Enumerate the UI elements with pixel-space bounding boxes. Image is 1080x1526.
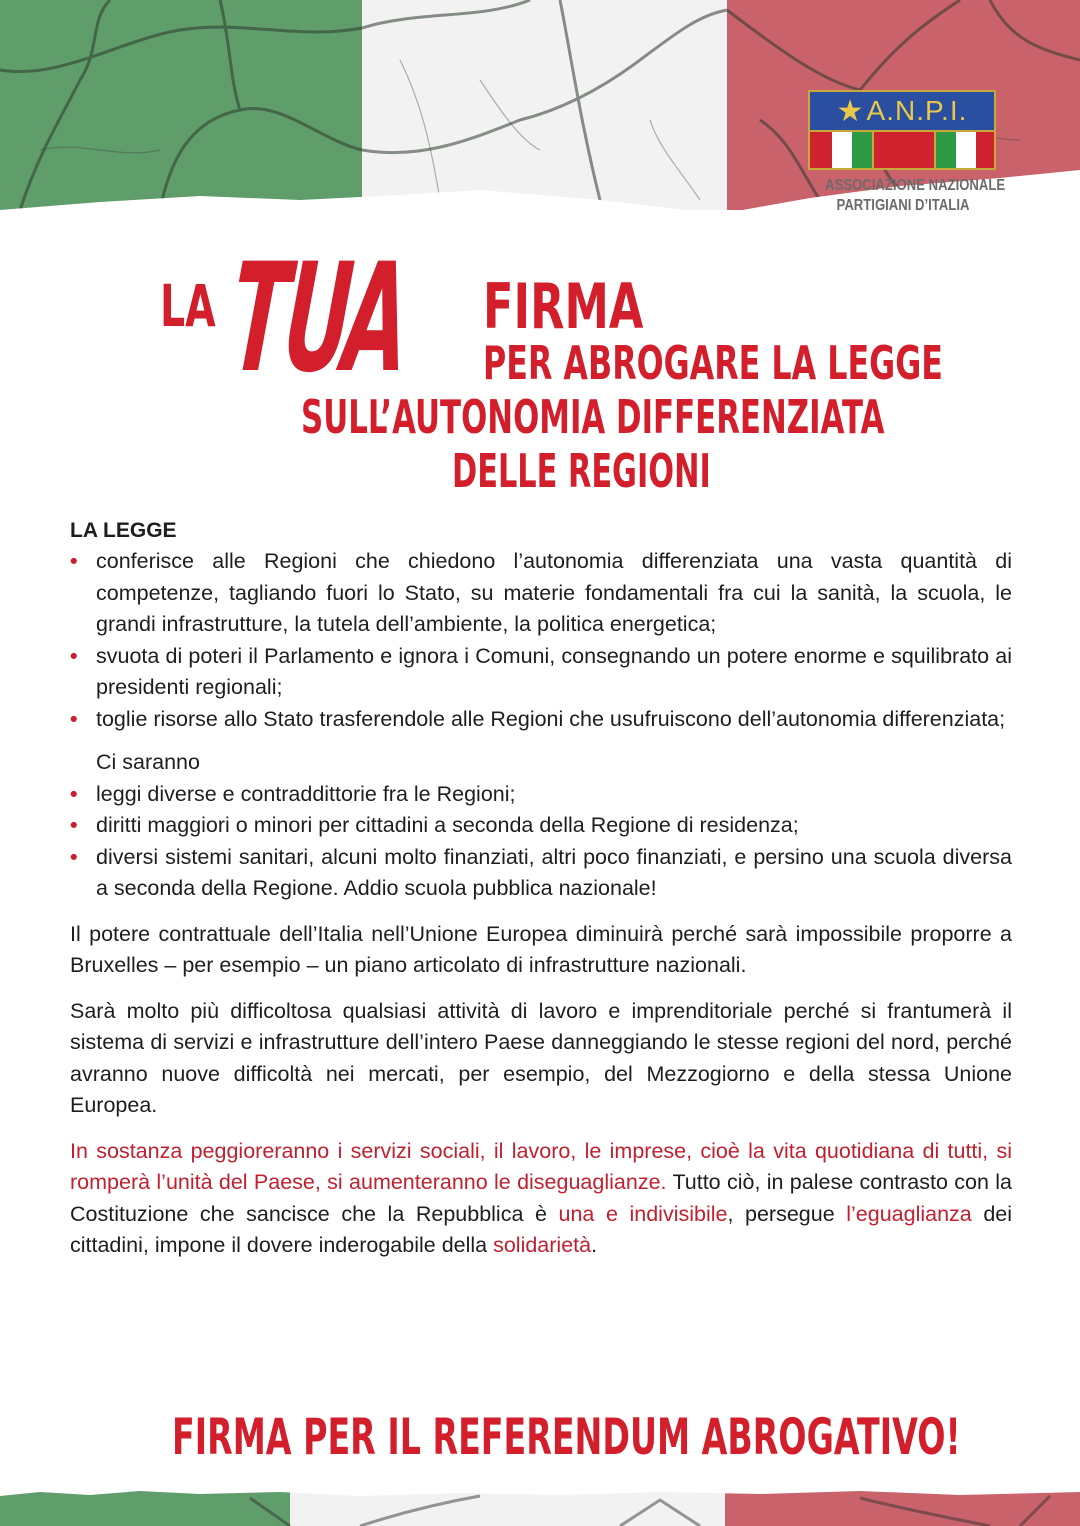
headline-tua: TUA: [225, 232, 413, 406]
headline-line3: SULL’AUTONOMIA DIFFERENZIATA: [301, 390, 885, 444]
call-to-action: FIRMA PER IL REFERENDUM ABROGATIVO!: [172, 1408, 961, 1466]
consequence-item: • diversi sistemi sanitari, alcuni molto finanziati, altri poco finanziati, e persino una scuola diversa a seconda della Regione. Addio scuola pubblica nazionale!: [70, 842, 1012, 905]
consequence-item: • diritti maggiori o minori per cittadini a seconda della Regione di residenza;: [70, 810, 1012, 842]
headline-line2: PER ABROGARE LA LEGGE: [483, 336, 943, 390]
anpi-logo: [808, 90, 1006, 216]
anpi-acronym: A.N.P.I.: [866, 95, 968, 126]
flag-banner-bottom: [0, 1488, 1080, 1526]
conclusion-text-4: .: [591, 1233, 598, 1257]
law-point: • toglie risorse allo Stato trasferendole alle Regioni che usufruiscono dell’autonomia differenziata;: [70, 704, 1012, 736]
conclusion-red-2: una e indivisibile: [558, 1201, 728, 1226]
consequences-intro: Ci saranno: [96, 750, 200, 774]
conclusion-text-3: dei cittadini, impone il dovere inderogabile della: [70, 1201, 1013, 1257]
paragraph-eu: Il potere contrattuale dell’Italia nell’Unione Europea diminuirà perché sarà impossibile proporre a Bruxelles – per esempio – un piano articolato di infrastrutture nazionali.: [70, 921, 1012, 977]
conclusion-text-1: Tutto ciò, in palese contrasto con la Costituzione che sancisce che la Repubblica è: [70, 1170, 1012, 1226]
law-point: • svuota di poteri il Parlamento e ignora i Comuni, consegnando un potere enorme e squilibrato ai presidenti regionali;: [70, 641, 1012, 704]
anpi-caption-line2: PARTIGIANI D’ITALIA: [836, 197, 970, 214]
headline-firma: FIRMA: [483, 270, 644, 343]
headline-la: LA: [160, 272, 216, 340]
law-points-list: [70, 546, 1012, 735]
paragraph-economy: Sarà molto più difficoltosa qualsiasi attività di lavoro e imprenditoriale perché si frantumerà il sistema di servizi e infrastrutture dell’intero Paese danneggiando le stesse regioni del nord, perché avranno nuove difficoltà nei mercati, per esempio, del Mezzogiorno e della stessa Unione Europea.: [70, 998, 1012, 1117]
paragraph-conclusion: [70, 1136, 1012, 1262]
conclusion-red-4: solidarietà: [493, 1233, 592, 1257]
anpi-caption-line1: ASSOCIAZIONE NAZIONALE: [825, 177, 1006, 194]
anpi-emblem: [808, 90, 996, 170]
conclusion-red-3: l’eguaglianza: [846, 1201, 972, 1226]
anpi-emblem-stripes: [810, 132, 994, 168]
anpi-emblem-top: [810, 92, 994, 130]
cracked-flag-texture-bottom: [0, 1488, 1080, 1526]
headline-line4: DELLE REGIONI: [452, 444, 711, 498]
body-content: [70, 516, 1012, 1262]
section-title: LA LEGGE: [70, 519, 177, 542]
star-icon: ★: [836, 94, 865, 128]
consequence-item: • leggi diverse e contraddittorie fra le Regioni;: [70, 779, 1012, 811]
conclusion-red-1: In sostanza peggioreranno i servizi sociali, il lavoro, le imprese, cioè la vita quotidiana di tutti, si romperà l’unità del Paese, si aumenteranno le diseguaglianze.: [70, 1138, 1012, 1194]
consequences-list: [70, 779, 1012, 905]
conclusion-text-2: , persegue: [727, 1201, 847, 1226]
law-point: • conferisce alle Regioni che chiedono l’autonomia differenziata una vasta quantità di competenze, tagliando fuori lo Stato, su materie fondamentali fra cui la sanità, la scuola, le grandi infrastrutture, la tutela dell’ambiente, la politica energetica;: [70, 546, 1012, 641]
